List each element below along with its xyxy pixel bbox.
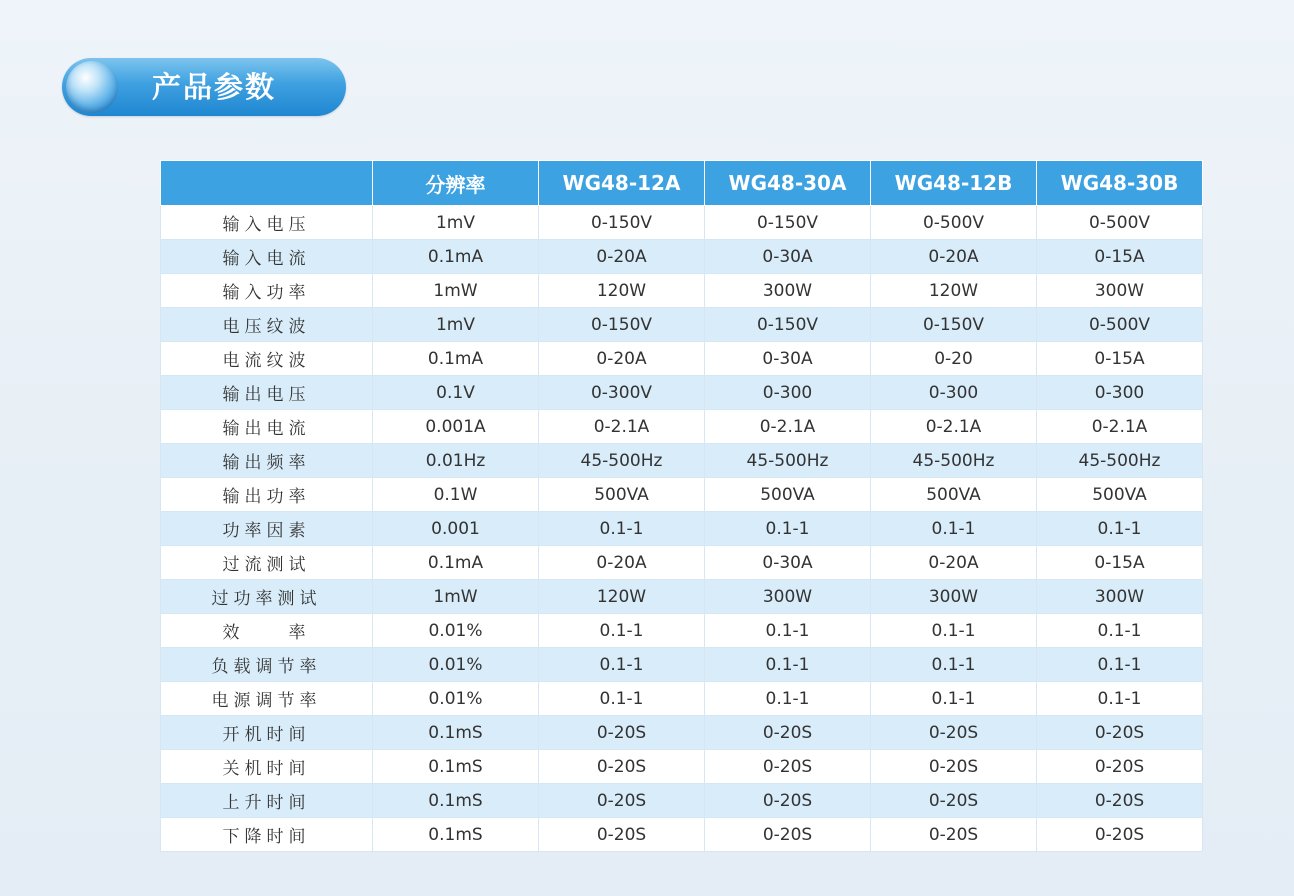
value-cell: 0-300: [871, 376, 1037, 410]
table-row: [161, 240, 1203, 274]
header-resolution: 分辨率: [373, 161, 539, 206]
value-cell: 0-20A: [539, 240, 705, 274]
value-cell: 0-2.1A: [705, 410, 871, 444]
param-name: 输入电流: [161, 240, 373, 274]
param-name: 效 率: [161, 614, 373, 648]
value-cell: 500VA: [1037, 478, 1203, 512]
resolution-cell: 0.1mA: [373, 240, 539, 274]
value-cell: 0-150V: [871, 308, 1037, 342]
parameter-table: [160, 160, 1203, 852]
value-cell: 0-20S: [705, 716, 871, 750]
header-model-wg48-12b: WG48-12B: [871, 161, 1037, 206]
header-model-wg48-30b: WG48-30B: [1037, 161, 1203, 206]
value-cell: 0-150V: [705, 308, 871, 342]
value-cell: 0.1-1: [871, 512, 1037, 546]
value-cell: 0-20S: [539, 750, 705, 784]
value-cell: 300W: [1037, 580, 1203, 614]
section-banner: [62, 58, 346, 116]
value-cell: 0-20S: [871, 750, 1037, 784]
resolution-cell: 0.1mS: [373, 750, 539, 784]
table-row: [161, 478, 1203, 512]
value-cell: 0.1-1: [1037, 682, 1203, 716]
value-cell: 120W: [539, 274, 705, 308]
param-name: 功率因素: [161, 512, 373, 546]
resolution-cell: 1mV: [373, 308, 539, 342]
value-cell: 0-2.1A: [871, 410, 1037, 444]
value-cell: 0-20S: [1037, 716, 1203, 750]
resolution-cell: 1mW: [373, 274, 539, 308]
value-cell: 0.1-1: [1037, 512, 1203, 546]
value-cell: 0.1-1: [871, 614, 1037, 648]
value-cell: 0.1-1: [1037, 648, 1203, 682]
value-cell: 0.1-1: [539, 614, 705, 648]
table-row: [161, 614, 1203, 648]
param-name: 输出功率: [161, 478, 373, 512]
value-cell: 500VA: [539, 478, 705, 512]
value-cell: 0-15A: [1037, 342, 1203, 376]
value-cell: 0-20S: [539, 818, 705, 852]
table-row: [161, 512, 1203, 546]
value-cell: 0-30A: [705, 240, 871, 274]
value-cell: 0-30A: [705, 342, 871, 376]
value-cell: 0-20A: [539, 546, 705, 580]
value-cell: 0-150V: [705, 206, 871, 240]
param-name: 负载调节率: [161, 648, 373, 682]
value-cell: 500VA: [871, 478, 1037, 512]
value-cell: 0-20S: [1037, 818, 1203, 852]
value-cell: 0.1-1: [871, 682, 1037, 716]
resolution-cell: 0.01%: [373, 614, 539, 648]
value-cell: 45-500Hz: [871, 444, 1037, 478]
section-title: 产品参数: [152, 70, 277, 104]
value-cell: 0-20S: [539, 784, 705, 818]
value-cell: 0-300: [705, 376, 871, 410]
table-row: [161, 716, 1203, 750]
value-cell: 0-20S: [705, 818, 871, 852]
resolution-cell: 0.001A: [373, 410, 539, 444]
value-cell: 0-20A: [539, 342, 705, 376]
value-cell: 300W: [1037, 274, 1203, 308]
value-cell: 0-20A: [871, 240, 1037, 274]
value-cell: 45-500Hz: [1037, 444, 1203, 478]
value-cell: 0-300: [1037, 376, 1203, 410]
value-cell: 0-500V: [1037, 206, 1203, 240]
table-header-row: [161, 161, 1203, 206]
value-cell: 0-20S: [871, 716, 1037, 750]
value-cell: 0.1-1: [705, 512, 871, 546]
table-row: [161, 750, 1203, 784]
value-cell: 0-2.1A: [1037, 410, 1203, 444]
param-name: 开机时间: [161, 716, 373, 750]
resolution-cell: 1mW: [373, 580, 539, 614]
param-name: 上升时间: [161, 784, 373, 818]
header-model-wg48-30a: WG48-30A: [705, 161, 871, 206]
value-cell: 300W: [705, 274, 871, 308]
resolution-cell: 0.1mA: [373, 546, 539, 580]
resolution-cell: 0.1mA: [373, 342, 539, 376]
value-cell: 500VA: [705, 478, 871, 512]
value-cell: 0-20S: [871, 818, 1037, 852]
resolution-cell: 0.1mS: [373, 716, 539, 750]
table-row: [161, 308, 1203, 342]
value-cell: 120W: [539, 580, 705, 614]
resolution-cell: 0.1mS: [373, 818, 539, 852]
value-cell: 0-20S: [539, 716, 705, 750]
value-cell: 0.1-1: [539, 648, 705, 682]
table-row: [161, 682, 1203, 716]
value-cell: 0.1-1: [705, 648, 871, 682]
param-name: 过功率测试: [161, 580, 373, 614]
value-cell: 0-500V: [871, 206, 1037, 240]
param-name: 输入功率: [161, 274, 373, 308]
value-cell: 0-2.1A: [539, 410, 705, 444]
resolution-cell: 0.01%: [373, 648, 539, 682]
value-cell: 0-20S: [1037, 784, 1203, 818]
param-name: 过流测试: [161, 546, 373, 580]
value-cell: 0-20S: [1037, 750, 1203, 784]
param-name: 输入电压: [161, 206, 373, 240]
value-cell: 0-20S: [705, 750, 871, 784]
resolution-cell: 0.01Hz: [373, 444, 539, 478]
value-cell: 0.1-1: [1037, 614, 1203, 648]
value-cell: 0.1-1: [705, 682, 871, 716]
param-name: 关机时间: [161, 750, 373, 784]
header-blank: [161, 161, 373, 206]
value-cell: 120W: [871, 274, 1037, 308]
value-cell: 0-500V: [1037, 308, 1203, 342]
resolution-cell: 0.1W: [373, 478, 539, 512]
table-row: [161, 580, 1203, 614]
resolution-cell: 0.1V: [373, 376, 539, 410]
value-cell: 0-20S: [871, 784, 1037, 818]
value-cell: 0-15A: [1037, 240, 1203, 274]
value-cell: 0.1-1: [539, 512, 705, 546]
param-name: 电流纹波: [161, 342, 373, 376]
value-cell: 0-30A: [705, 546, 871, 580]
param-name: 下降时间: [161, 818, 373, 852]
table-row: [161, 546, 1203, 580]
value-cell: 0.1-1: [539, 682, 705, 716]
param-name: 输出电流: [161, 410, 373, 444]
table-row: [161, 648, 1203, 682]
resolution-cell: 1mV: [373, 206, 539, 240]
value-cell: 0.1-1: [871, 648, 1037, 682]
resolution-cell: 0.1mS: [373, 784, 539, 818]
value-cell: 45-500Hz: [705, 444, 871, 478]
table-row: [161, 410, 1203, 444]
resolution-cell: 0.01%: [373, 682, 539, 716]
value-cell: 45-500Hz: [539, 444, 705, 478]
header-model-wg48-12a: WG48-12A: [539, 161, 705, 206]
table-row: [161, 818, 1203, 852]
value-cell: 0-300V: [539, 376, 705, 410]
param-name: 输出电压: [161, 376, 373, 410]
resolution-cell: 0.001: [373, 512, 539, 546]
value-cell: 0-20A: [871, 546, 1037, 580]
table-row: [161, 274, 1203, 308]
param-name: 输出频率: [161, 444, 373, 478]
value-cell: 0-20S: [705, 784, 871, 818]
value-cell: 300W: [871, 580, 1037, 614]
param-name: 电压纹波: [161, 308, 373, 342]
table-row: [161, 342, 1203, 376]
table-row: [161, 444, 1203, 478]
value-cell: 0-20: [871, 342, 1037, 376]
table-row: [161, 206, 1203, 240]
param-name: 电源调节率: [161, 682, 373, 716]
value-cell: 0.1-1: [705, 614, 871, 648]
value-cell: 300W: [705, 580, 871, 614]
value-cell: 0-15A: [1037, 546, 1203, 580]
value-cell: 0-150V: [539, 206, 705, 240]
orb-icon: [66, 61, 118, 113]
value-cell: 0-150V: [539, 308, 705, 342]
table-row: [161, 376, 1203, 410]
table-row: [161, 784, 1203, 818]
